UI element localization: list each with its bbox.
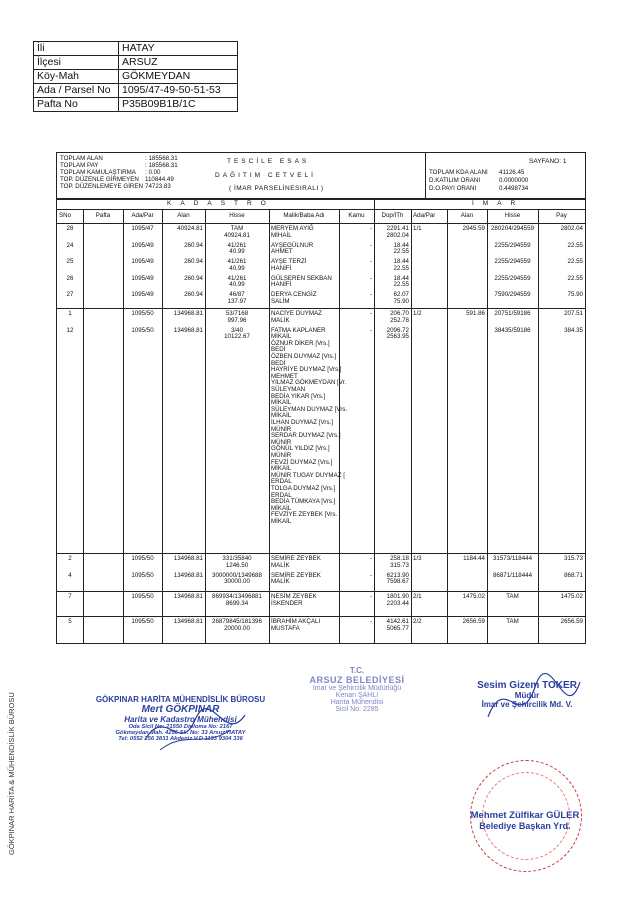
cell-alan: 134968.81 — [173, 618, 203, 625]
cell-malik: SÜLEYMAN DUYMAZ [Vrs. — [271, 405, 348, 413]
cell-adapar: 1095/49 — [131, 241, 154, 249]
cell-pay: 207.51 — [564, 310, 583, 317]
cell-i_hisse: 2255/294559 — [494, 274, 531, 282]
column-header: Alan — [460, 212, 474, 219]
cell-adapar: 1095/47 — [131, 225, 154, 232]
cell-alan: 260.94 — [184, 291, 203, 299]
cell-kamu: - — [369, 274, 372, 282]
cell-malik: SEMİRE ZEYBEK — [271, 571, 321, 579]
page-number: SAYFANO: 1 — [529, 158, 567, 165]
cell-malik: MÜNİR TUGAY DUYMAZ [ — [271, 471, 345, 479]
cell-dop: 6213.90 — [386, 571, 409, 579]
cell-dop: 22.55 — [393, 248, 409, 256]
cell-dop: 2291.41 — [386, 225, 409, 232]
cell-malik: FEVZİYE ZEYBEK [Vrs. — [271, 511, 338, 519]
cell-alan: 134968.81 — [173, 555, 203, 562]
cell-hisse: 137.97 — [227, 298, 247, 305]
header-left-value: 110844.49 — [145, 176, 174, 183]
header-right-value: 0.4498734 — [499, 185, 529, 192]
cell-malik: MEHMET — [271, 372, 298, 380]
cell-pay: 868.71 — [564, 571, 583, 579]
header-right-label: D.KATILIM ORANI — [429, 177, 481, 184]
cell-malik: MİKAİL — [271, 518, 292, 525]
cell-dop: 75.90 — [393, 298, 409, 305]
cell-dop: 252.78 — [390, 316, 409, 324]
cell-alan: 260.94 — [184, 258, 203, 266]
section-imar: İMAR — [472, 200, 525, 207]
cell-i_alan: 2656.59 — [462, 618, 485, 625]
cell-dop: 1801.90 — [386, 593, 409, 600]
header-title: TESCİLE ESAS — [227, 158, 310, 165]
cell-dop: 258.18 — [390, 555, 409, 562]
cell-sno: 26 — [66, 274, 74, 282]
cell-dop: 206.70 — [390, 310, 409, 317]
cell-malik: AYŞEGÜLNUR — [271, 241, 314, 249]
cell-dop: 315.73 — [390, 561, 409, 569]
cell-malik: MALİK — [271, 578, 290, 586]
info-key: Köy-Mah — [34, 70, 119, 84]
column-header: SNo — [59, 212, 72, 219]
director-signature — [480, 672, 590, 732]
header-left-label: TOP. DÜZENLE GİRMEYEN — [60, 176, 139, 183]
cell-alan: 134968.81 — [173, 593, 203, 600]
cell-malik: HANİFİ — [271, 264, 292, 272]
distribution-header — [56, 152, 586, 200]
cell-malik: ÖZBEN DUYMAZ [Vrs.] — [271, 353, 337, 360]
engineer-signature — [135, 700, 255, 760]
cell-hisse: 41/261 — [227, 274, 247, 282]
info-value: HATAY — [119, 42, 238, 56]
cell-alan: 134968.81 — [173, 571, 203, 579]
cell-malik: AHMET — [271, 248, 293, 256]
cell-i_adapar: 1/1 — [413, 225, 422, 232]
column-header: Alan — [177, 212, 190, 219]
cell-alan: 260.94 — [184, 274, 203, 282]
cell-dop: 22.55 — [393, 281, 409, 289]
side-text: GÖKPINAR HARİTA & MÜHENDİSLİK BÜROSU — [7, 692, 16, 855]
cell-malik: MERYEM AYIĞ — [271, 225, 314, 232]
cell-sno: 27 — [66, 291, 74, 299]
column-header: Hisse — [229, 212, 245, 219]
info-row — [34, 42, 238, 56]
cell-hisse: 1246.50 — [225, 561, 249, 569]
cell-malik: HAYRİYE DUYMAZ [Vrs.] — [271, 366, 342, 374]
mayor-role: Belediye Başkan Yrd. — [479, 821, 571, 831]
info-value: GÖKMEYDAN — [119, 70, 238, 84]
column-line — [538, 209, 539, 643]
cell-dop: 2802.04 — [386, 231, 409, 239]
cell-sno: 25 — [66, 258, 74, 266]
muni-name: ARSUZ BELEDİYESİ — [309, 675, 405, 685]
info-row — [34, 98, 238, 112]
cell-malik: BEDİA TÜMKAYA [Vrs.] — [271, 498, 336, 506]
cell-i_alan: 591.86 — [466, 310, 485, 317]
cell-kamu: - — [369, 310, 372, 317]
cell-pay: 75.90 — [567, 291, 583, 299]
cell-pay: 22.55 — [567, 258, 583, 266]
cell-i_hisse: 86871/118444 — [492, 571, 533, 579]
cell-malik: ERDAL — [271, 478, 292, 486]
cell-adapar: 1095/49 — [131, 258, 154, 266]
distribution-table — [56, 198, 586, 644]
cell-malik: MÜNİR — [271, 438, 292, 446]
column-header: Ada/Par — [131, 212, 154, 219]
cell-malik: MİKAİL — [271, 465, 292, 473]
cell-i_hisse: 2255/294559 — [494, 241, 531, 249]
cell-hisse: TAM — [230, 225, 244, 232]
header-right-label: D.O.PAYI ORANI — [429, 185, 477, 192]
cell-adapar: 1095/50 — [131, 618, 154, 625]
bureau-address: Gökmeydan Mah. 4256 Sk. No: 33 Arsuz/HATAY — [115, 730, 246, 736]
column-header: Malik/Baba Adı — [283, 212, 325, 219]
cell-i_adapar: 1/3 — [413, 555, 422, 562]
cell-malik: BEDİ — [271, 346, 286, 354]
column-line — [374, 199, 375, 643]
bureau-engineer: Mert GÖKPINAR — [141, 704, 220, 715]
cell-hisse: 3/40 — [230, 326, 244, 334]
cell-hisse: 40.99 — [229, 281, 245, 289]
cell-malik: İLHAN DUYMAZ [Vrs.] — [271, 419, 333, 426]
cell-malik: MALİK — [271, 316, 290, 324]
cell-hisse: 869934/13496881 — [212, 593, 262, 600]
cell-pay: 1475.02 — [560, 593, 583, 600]
cell-malik: MİKAİL — [271, 504, 292, 512]
director-name: Sesim Gizem TOKER — [477, 680, 577, 691]
header-subtitle: DAĞITIM CETVELİ — [215, 172, 316, 179]
column-header: Pafta — [95, 212, 111, 219]
cell-hisse: 3000000/1349688 — [212, 571, 262, 579]
bureau-reg: Oda Sicil No: 21550 Diploma No: 2167 — [128, 724, 233, 730]
cell-malik: BEDİA YIKAR [Vrs.] — [271, 392, 326, 400]
info-value: ARSUZ — [119, 56, 238, 70]
group-line — [57, 308, 585, 309]
cell-sno: 5 — [68, 618, 72, 625]
cell-adapar: 1095/50 — [131, 326, 154, 334]
cell-hisse: 41/261 — [227, 258, 247, 266]
info-key: Ada / Parsel No — [34, 84, 119, 98]
cell-malik: SALİM — [271, 298, 290, 305]
cell-adapar: 1095/49 — [131, 291, 154, 299]
cell-hisse: 331/35840 — [222, 555, 252, 562]
cell-i_alan: 2945.59 — [462, 225, 485, 232]
header-left-label: TOPLAM PAY — [60, 162, 99, 169]
cell-hisse: 40924.81 — [224, 231, 250, 239]
cell-malik: İBRAHİM AKÇALI — [271, 618, 321, 625]
column-line — [411, 209, 412, 643]
cell-hisse: 41/261 — [227, 241, 247, 249]
municipality-stamp — [282, 666, 432, 713]
header-line — [57, 209, 585, 210]
cell-malik: ERDAL — [271, 491, 292, 499]
cell-sno: 12 — [66, 326, 74, 334]
cell-adapar: 1095/50 — [131, 571, 154, 579]
cell-dop: 18.44 — [393, 241, 409, 249]
cell-kamu: - — [369, 258, 372, 266]
mayor-name: Mehmet Zülfikar GÜLER — [470, 810, 580, 821]
info-key: Pafta No — [34, 98, 119, 112]
header-left-label: TOPLAM ALAN — [60, 155, 103, 162]
cell-hisse: 40.99 — [229, 248, 245, 256]
cell-hisse: 53/7168 — [225, 310, 249, 317]
cell-pay: 22.55 — [567, 274, 583, 282]
cell-hisse: 997.96 — [227, 316, 247, 324]
info-value: 1095/47-49-50-51-53 — [119, 84, 238, 98]
info-row — [34, 56, 238, 70]
info-row — [34, 84, 238, 98]
cell-malik: İSKENDER — [271, 599, 303, 607]
cell-adapar: 1095/50 — [131, 593, 154, 600]
cell-sno: 28 — [66, 225, 74, 232]
cell-malik: TOLGA DUYMAZ [Vrs.] — [271, 485, 336, 492]
cell-dop: 2563.95 — [386, 333, 409, 341]
cell-i_adapar: 2/2 — [413, 618, 422, 625]
bureau-name: GÖKPINAR HARİTA MÜHENDİSLİK BÜROSU — [95, 695, 266, 704]
muni-person: Kenan ŞAHLI — [335, 692, 379, 699]
cell-malik: MİKAİL — [271, 333, 292, 341]
group-line — [57, 616, 585, 617]
cell-sno: 24 — [66, 241, 74, 249]
cell-malik: MALİK — [271, 561, 290, 569]
column-line — [205, 209, 206, 643]
muni-role: Harita Mühendisi — [330, 699, 384, 706]
cell-i_hisse: 280204/294559 — [490, 225, 534, 232]
cell-i_alan: 1475.02 — [462, 593, 485, 600]
cell-pay: 315.73 — [564, 555, 583, 562]
column-line — [123, 209, 124, 643]
cell-hisse: 8699.34 — [225, 599, 249, 607]
cell-malik: GÖNÜL YILDIZ [Vrs.] — [271, 445, 330, 453]
header-right-value: 0.0000000 — [499, 177, 529, 184]
column-line — [83, 209, 84, 643]
parcel-info-table — [33, 41, 238, 112]
cell-malik: MÜNİR — [271, 452, 292, 459]
cell-dop: 4142.61 — [386, 618, 409, 625]
column-header: Hisse — [504, 212, 521, 219]
cell-adapar: 1095/50 — [131, 310, 154, 317]
director-role: Müdür — [514, 691, 540, 700]
cell-i_hisse: 20751/59186 — [494, 310, 531, 317]
header-left-value: : 185568.31 — [145, 162, 178, 169]
cell-malik: YILMAZ GÖKMEYDAN [Vr. — [271, 379, 347, 387]
column-header: Kamu — [348, 212, 365, 219]
cell-kamu: - — [369, 225, 372, 232]
header-line — [57, 223, 585, 224]
cell-pay: 2656.59 — [560, 618, 583, 625]
cell-pay: 22.55 — [567, 241, 583, 249]
cell-malik: AYŞE TERZİ — [271, 258, 307, 266]
column-header: Ada/Par — [413, 212, 436, 219]
cell-hisse: 30000.00 — [224, 578, 250, 586]
header-left-label: TOPLAM KAMULAŞTIRMA — [60, 169, 136, 176]
column-line — [447, 209, 448, 643]
cell-kamu: - — [369, 593, 372, 600]
cell-malik: ÖZNUR DİKER [Vrs.] — [271, 339, 330, 347]
header-note: ( İMAR PARSELİNESIRALI ) — [229, 185, 324, 192]
cell-sno: 1 — [68, 310, 72, 317]
cell-malik: MUSTAFA — [271, 624, 300, 632]
muni-tc: T.C. — [349, 666, 365, 675]
cell-malik: MÜNİR — [271, 425, 292, 433]
header-right-label: TOPLAM KDA ALANI — [429, 169, 488, 176]
cell-malik: SERDAR DUYMAZ [Vrs.] — [271, 432, 341, 440]
cell-malik: MİHAİL — [271, 231, 292, 239]
cell-alan: 134968.81 — [173, 326, 203, 334]
cell-dop: 5065.77 — [386, 624, 409, 632]
bureau-title: Harita ve Kadastro Mühendisi — [124, 715, 237, 724]
cell-alan: 40924.81 — [177, 225, 203, 232]
cell-malik: MİKAİL — [271, 399, 292, 407]
header-left-value: 74723.83 — [145, 183, 171, 190]
cell-i_hisse: TAM — [506, 618, 519, 625]
cell-sno: 7 — [68, 593, 72, 600]
cell-kamu: - — [369, 618, 372, 625]
column-line — [339, 209, 340, 643]
cell-i_adapar: 1/2 — [413, 310, 422, 317]
muni-reg: Sicil No: 2285 — [335, 706, 379, 713]
cell-dop: 2096.72 — [386, 326, 409, 334]
cell-dop: 2203.44 — [386, 599, 409, 607]
header-left-value: : 0.00 — [145, 169, 161, 176]
info-key: İli — [34, 42, 119, 56]
info-value: P35B09B1B/1C — [119, 98, 238, 112]
header-left-label: TOP. DÜZENLEMEYE GİREN — [60, 183, 143, 190]
cell-dop: 22.55 — [393, 264, 409, 272]
cell-alan: 134968.81 — [173, 310, 203, 317]
cell-dop: 7598.67 — [386, 578, 409, 586]
cell-i_hisse: 31573/118444 — [492, 555, 533, 562]
cell-dop: 18.44 — [393, 274, 409, 282]
cell-malik: GÜLSEREN SEKBAN — [271, 274, 332, 282]
muni-dept: İmar ve Şehircilik Müdürlüğü — [312, 685, 402, 692]
cell-kamu: - — [369, 555, 372, 562]
bureau-phone: Tel: 0552 256 3831 Akdeniz V.D 1193 9304 336 — [118, 736, 243, 742]
cell-dop: 62.07 — [393, 291, 409, 299]
column-line — [487, 209, 488, 643]
cell-malik: NESİM ZEYBEK — [271, 593, 317, 600]
cell-malik: BEDİ — [271, 359, 286, 367]
cell-hisse: 46/87 — [229, 291, 245, 299]
cell-hisse: 10122.67 — [224, 333, 250, 341]
cell-malik: FATMA KAPLANER — [271, 326, 326, 334]
column-header: Pay — [556, 212, 567, 219]
cell-pay: 384.35 — [564, 326, 583, 334]
column-header: Dop/ITh — [381, 212, 404, 219]
cell-alan: 260.94 — [184, 241, 203, 249]
cell-hisse: 26879845/181396 — [212, 618, 262, 625]
group-line — [57, 591, 585, 592]
cell-malik: FEVZİ DUYMAZ [Vrs.] — [271, 458, 333, 466]
cell-malik: MİKAİL — [271, 412, 292, 420]
director-dept: İmar ve Şehircilik Md. V. — [481, 700, 573, 709]
cell-sno: 4 — [68, 571, 72, 579]
info-key: İlçesi — [34, 56, 119, 70]
cell-i_hisse: TAM — [506, 593, 519, 600]
cell-malik: SEMİRE ZEYBEK — [271, 555, 321, 562]
cell-adapar: 1095/49 — [131, 274, 154, 282]
cell-kamu: - — [369, 241, 372, 249]
section-kadastro: KADASTRO — [167, 200, 275, 207]
cell-malik: HANİFİ — [271, 281, 292, 289]
cell-malik: SÜLEYMAN — [271, 386, 306, 393]
group-line — [57, 553, 585, 554]
cell-pay: 2802.04 — [560, 225, 583, 232]
cell-i_adapar: 2/1 — [413, 593, 422, 600]
cell-sno: 2 — [68, 555, 72, 562]
cell-i_hisse: 2255/294559 — [494, 258, 531, 266]
column-line — [162, 209, 163, 643]
cell-i_hisse: 7590/294559 — [494, 291, 531, 299]
info-row — [34, 70, 238, 84]
header-left-value: : 185568.31 — [145, 155, 178, 162]
cell-i_alan: 1184.44 — [463, 555, 485, 562]
cell-dop: 18.44 — [393, 258, 409, 266]
cell-hisse: 40.99 — [229, 264, 245, 272]
cell-i_hisse: 38435/59186 — [494, 326, 531, 334]
cell-kamu: - — [369, 326, 372, 334]
cell-kamu: - — [369, 571, 372, 579]
cell-kamu: - — [369, 291, 372, 299]
cell-adapar: 1095/50 — [131, 555, 154, 562]
header-right-value: 41126.45 — [499, 169, 525, 176]
mayor-stamp — [440, 810, 610, 831]
cell-hisse: 20000.00 — [224, 624, 250, 632]
column-line — [269, 209, 270, 643]
cell-malik: DERYA CENGİZ — [271, 291, 317, 299]
cell-malik: NACİYE DUYMAZ — [271, 310, 322, 317]
